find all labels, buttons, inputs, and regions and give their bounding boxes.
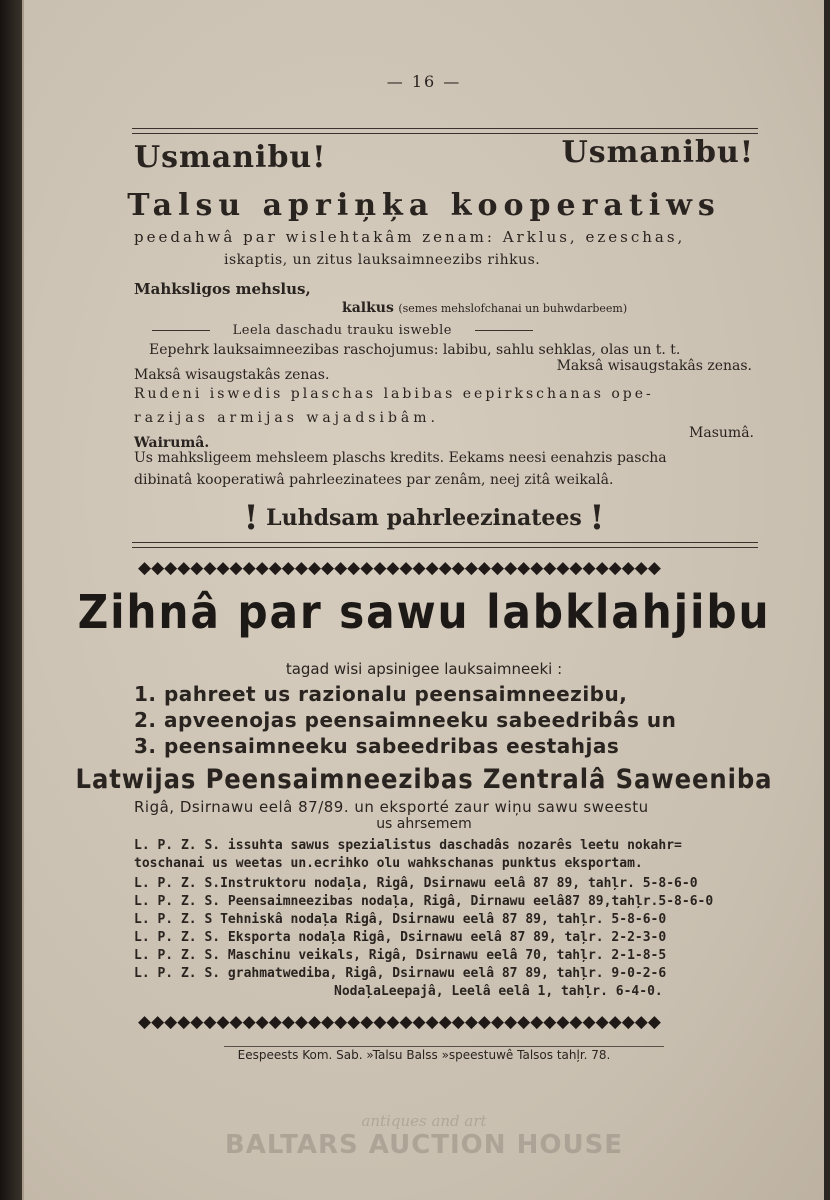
ad1-line-9: razijas armijas wajadsibâm. [134,410,440,426]
ad1-line-12: dibinatâ kooperatiwâ pahrleezinatees par zenâm, neej zitâ weikalâ. [134,472,614,488]
ad1-line-4-small: (semes mehslofchanai un buhwdarbeem) [398,302,628,315]
ad1-line-11: Us mahksligeem mehsleem plaschs kredits. Eekams neesi eenahzis pascha [134,450,667,466]
department-line: L. P. Z. S.Instruktoru nodaļa, Rigâ, Dsirnawu eelâ 87 89, tahļr. 5-8-6-0 [134,876,698,891]
ad2-body-line-2: toschanai us weetas un.ecrihko olu wahkschanas punktus eksportam. [134,856,643,871]
book-spine-shadow [0,0,22,1200]
diamond-border-bottom: ◆◆◆◆◆◆◆◆◆◆◆◆◆◆◆◆◆◆◆◆◆◆◆◆◆◆◆◆◆◆◆◆◆◆◆◆◆◆◆◆ [138,1012,661,1032]
ad2-body-line-1: L. P. Z. S. issuhta sawus spezialistus daschadâs nozarês leetu nokahr= [134,838,682,853]
decorative-wave-left [152,330,210,331]
page-number: — 16 — [386,72,462,91]
ad1-cta-text: Luhdsam pahrleezinatees [266,505,582,531]
footer-rule [224,1046,664,1047]
department-line: L. P. Z. S. grahmatwediba, Rigâ, Dsirnawu eelâ 87 89, tahļr. 9-0-2-6 [134,966,667,981]
ad1-line-1: peedahwâ par wislehtakâm zenam: Arklus, ezeschas, [134,228,686,246]
ad2-point-1: 1. pahreet us razionalu peensaimneezibu, [134,682,628,706]
union-address-line-2: us ahrsemem [376,816,472,832]
department-line-leepaja: NodaļaLeepajâ, Leelâ eelâ 1, tahļr. 6-4-0. [334,984,663,999]
ad1-line-8: Rudeni iswedis plaschas labibas eepirkschanas ope- [134,386,654,402]
exclamation-icon-left: ! [243,498,259,538]
ad2-point-2: 2. apveenojas peensaimneeku sabeedribâs un [134,708,677,732]
ad1-line-5: Leela daschadu trauku isweble [232,323,452,338]
department-line: L. P. Z. S Tehniskâ nodaļa Rigâ, Dsirnawu eelâ 87 89, tahļr. 5-8-6-0 [134,912,667,927]
department-line: L. P. Z. S. Maschinu veikals, Rigâ, Dsirnawu eelâ 70, tahļr. 2-1-8-5 [134,948,667,963]
printer-imprint: Eespeests Kom. Sab. »Talsu Balss »speestuwê Talsos tahļr. 78. [237,1048,611,1062]
ad1-line-6: Eepehrk lauksaimneezibas raschojumus: labibu, sahlu sehklas, olas un t. t. [149,342,681,358]
ad2-headline: Zihnâ par sawu labklahjibu [77,585,771,639]
top-rule [132,128,758,134]
union-address-line-1: Rigâ, Dsirnawu eelâ 87/89. un eksporté zaur wiņu sawu sweestu [134,798,649,816]
watermark-logo-text: BALTARS AUCTION HOUSE [224,1130,624,1160]
heading-attention-right: Usmanibu! [561,135,754,170]
department-line: L. P. Z. S. Peensaimneezibas nodaļa, Rigâ, Dirnawu eelâ87 89,tahļr.5-8-6-0 [134,894,714,909]
exclamation-icon-right: ! [589,498,605,538]
cooperative-name: Talsu apriņķa kooperatiws [127,188,721,223]
ad2-point-3: 3. peensaimneeku sabeedribas eestahjas [134,734,620,758]
ad1-call-to-action [24,498,824,538]
ad1-line-10-left: Wairumâ. [134,435,210,451]
department-line: L. P. Z. S. Eksporta nodaļa Rigâ, Dsirnawu eelâ 87 89, taļr. 2-2-3-0 [134,930,667,945]
ad1-line-4-main: kalkus [342,300,394,316]
ad1-line-5-row [134,323,551,338]
watermark-subtitle: antiques and art [361,1112,487,1130]
ad1-line-7-left: Maksâ wisaugstakâs zenas. [134,367,330,383]
document-page [22,0,824,1200]
ad1-line-10-right: Masumâ. [689,425,754,441]
ad1-line-2: iskaptis, un zitus lauksaimneezibs rihkus. [224,252,541,268]
ad1-line-4 [342,300,627,316]
ad1-line-3: Mahksligos mehslus, [134,280,311,298]
ad1-line-7-right: Maksâ wisaugstakâs zenas. [556,358,752,374]
diamond-border-top: ◆◆◆◆◆◆◆◆◆◆◆◆◆◆◆◆◆◆◆◆◆◆◆◆◆◆◆◆◆◆◆◆◆◆◆◆◆◆◆◆ [138,558,661,578]
ad2-subline: tagad wisi apsinigee lauksaimneeki : [285,660,563,678]
middle-rule [132,542,758,548]
union-name: Latwijas Peensaimneezibas Zentralâ Saweeniba [75,764,773,795]
decorative-wave-right [475,330,533,331]
heading-attention-left: Usmanibu! [134,140,327,175]
